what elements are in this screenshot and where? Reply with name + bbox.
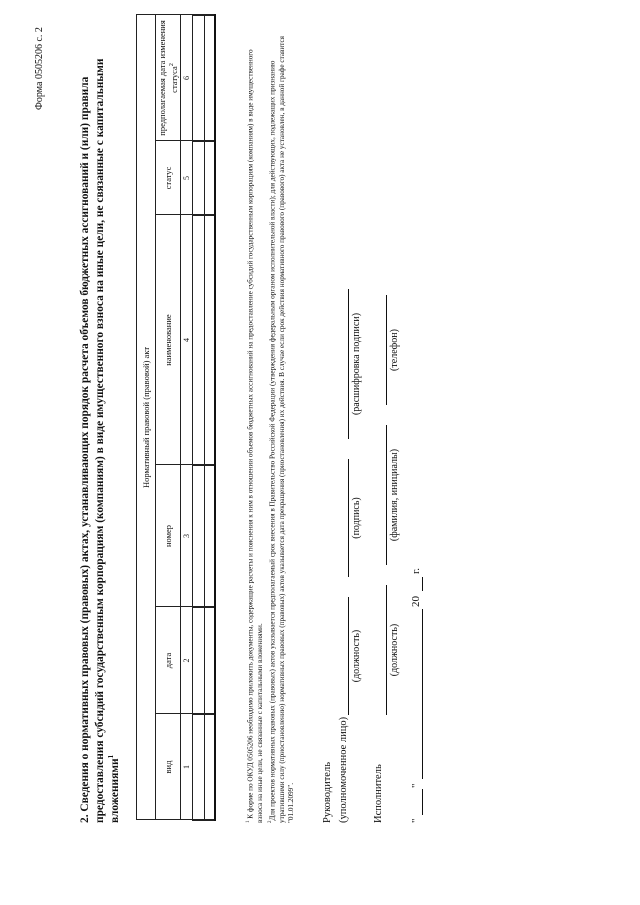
- date-year-line: [422, 577, 423, 591]
- table-row: [193, 15, 205, 820]
- footnote-2: $^2$Для проектов нормативных правовых (правовых) актов указывается предполагаемый срок внесения в Правительство Российской Федерации (утверждения федеральным органом исполнительной власти); для действующих, подлежащих признанию утратившими силу (приостановлению) нормативных правовых (правовых) актов указывается дата прекращения (приостановления) их действия. В случае если срок действия нормативного правового (правового) акта не установлен, в данной графе ставится "01.01.2099".: [267, 36, 296, 823]
- table-cell: [193, 15, 205, 141]
- executor-name-line: [386, 425, 387, 565]
- head-position-line: [348, 597, 349, 715]
- head-signature-caption: (подпись): [351, 497, 362, 539]
- section-heading-footnote-mark: 1: [107, 754, 116, 759]
- head-position-caption: (должность): [351, 629, 362, 683]
- executor-phone-caption: (телефон): [389, 329, 400, 371]
- table-cell: [205, 607, 216, 714]
- head-decoding-line: [348, 289, 349, 439]
- head-label-sub: (уполномоченное лицо): [338, 716, 349, 823]
- column-header-status: статус: [156, 141, 181, 215]
- footnotes: [244, 33, 297, 823]
- executor-phone-line: [386, 295, 387, 405]
- column-number: 3: [181, 465, 193, 607]
- date-year-prefix: 20: [410, 596, 422, 607]
- table-cell: [205, 141, 216, 215]
- column-number: 4: [181, 215, 193, 465]
- column-header-number: номер: [156, 465, 181, 607]
- table-cell: [205, 714, 216, 820]
- table-cell: [205, 15, 216, 141]
- column-number: 1: [181, 714, 193, 820]
- table-cell: [193, 607, 205, 714]
- date-quote-open: ": [410, 818, 422, 823]
- column-number: 6: [181, 15, 193, 141]
- form-code: Форма 0505206 с. 2: [34, 27, 45, 110]
- normative-acts-table: [136, 14, 216, 821]
- column-header-status-change-date: предполагаемая дата изменения статуса$^2$: [156, 15, 181, 141]
- executor-position-line: [386, 585, 387, 715]
- column-header-date: дата: [156, 607, 181, 714]
- date-year-suffix: г.: [410, 567, 422, 574]
- executor-name-caption: (фамилия, инициалы): [389, 448, 400, 542]
- date-month-line: [422, 609, 423, 779]
- head-label: Руководитель: [322, 762, 333, 823]
- date-day-line: [422, 789, 423, 815]
- table-cell: [193, 215, 205, 465]
- executor-position-caption: (должность): [389, 623, 400, 677]
- section-heading-text: 2. Сведения о нормативных правовых (правовых) актах, устанавливающих порядок расчета объемов бюджетных ассигнований и (или) правила предоставления субсидий государственным корпорациям (компаниям) в виде имущественного взноса на иные цели, не связанные с капитальными вложениями: [79, 58, 121, 823]
- table-cell: [193, 714, 205, 820]
- column-number: 5: [181, 141, 193, 215]
- section-heading: [78, 38, 123, 823]
- table-cell: [193, 141, 205, 215]
- table-group-header: Нормативный правовой (правовой) акт: [137, 15, 156, 820]
- executor-label: Исполнитель: [373, 764, 384, 823]
- table-cell: [205, 465, 216, 607]
- footnote-1: $^1$ К форме по ОКУД 0505206 необходимо приложить документы, содержащие расчеты и пояснения к ним в отношении объемов бюджетных ассигнований на предоставление субсидий государственным корпорациям (компаниям) в виде имущественного взноса на иные цели, не связанные с капитальными вложениями.: [246, 49, 264, 823]
- table-cell: [193, 465, 205, 607]
- column-header-name: наименование: [156, 215, 181, 465]
- table-row: [205, 15, 216, 820]
- column-number: 2: [181, 607, 193, 714]
- head-signature-line: [348, 459, 349, 577]
- table-cell: [205, 215, 216, 465]
- head-decoding-caption: (расшифровка подписи): [351, 312, 362, 416]
- column-header-kind: вид: [156, 714, 181, 820]
- date-quote-close: ": [410, 783, 422, 788]
